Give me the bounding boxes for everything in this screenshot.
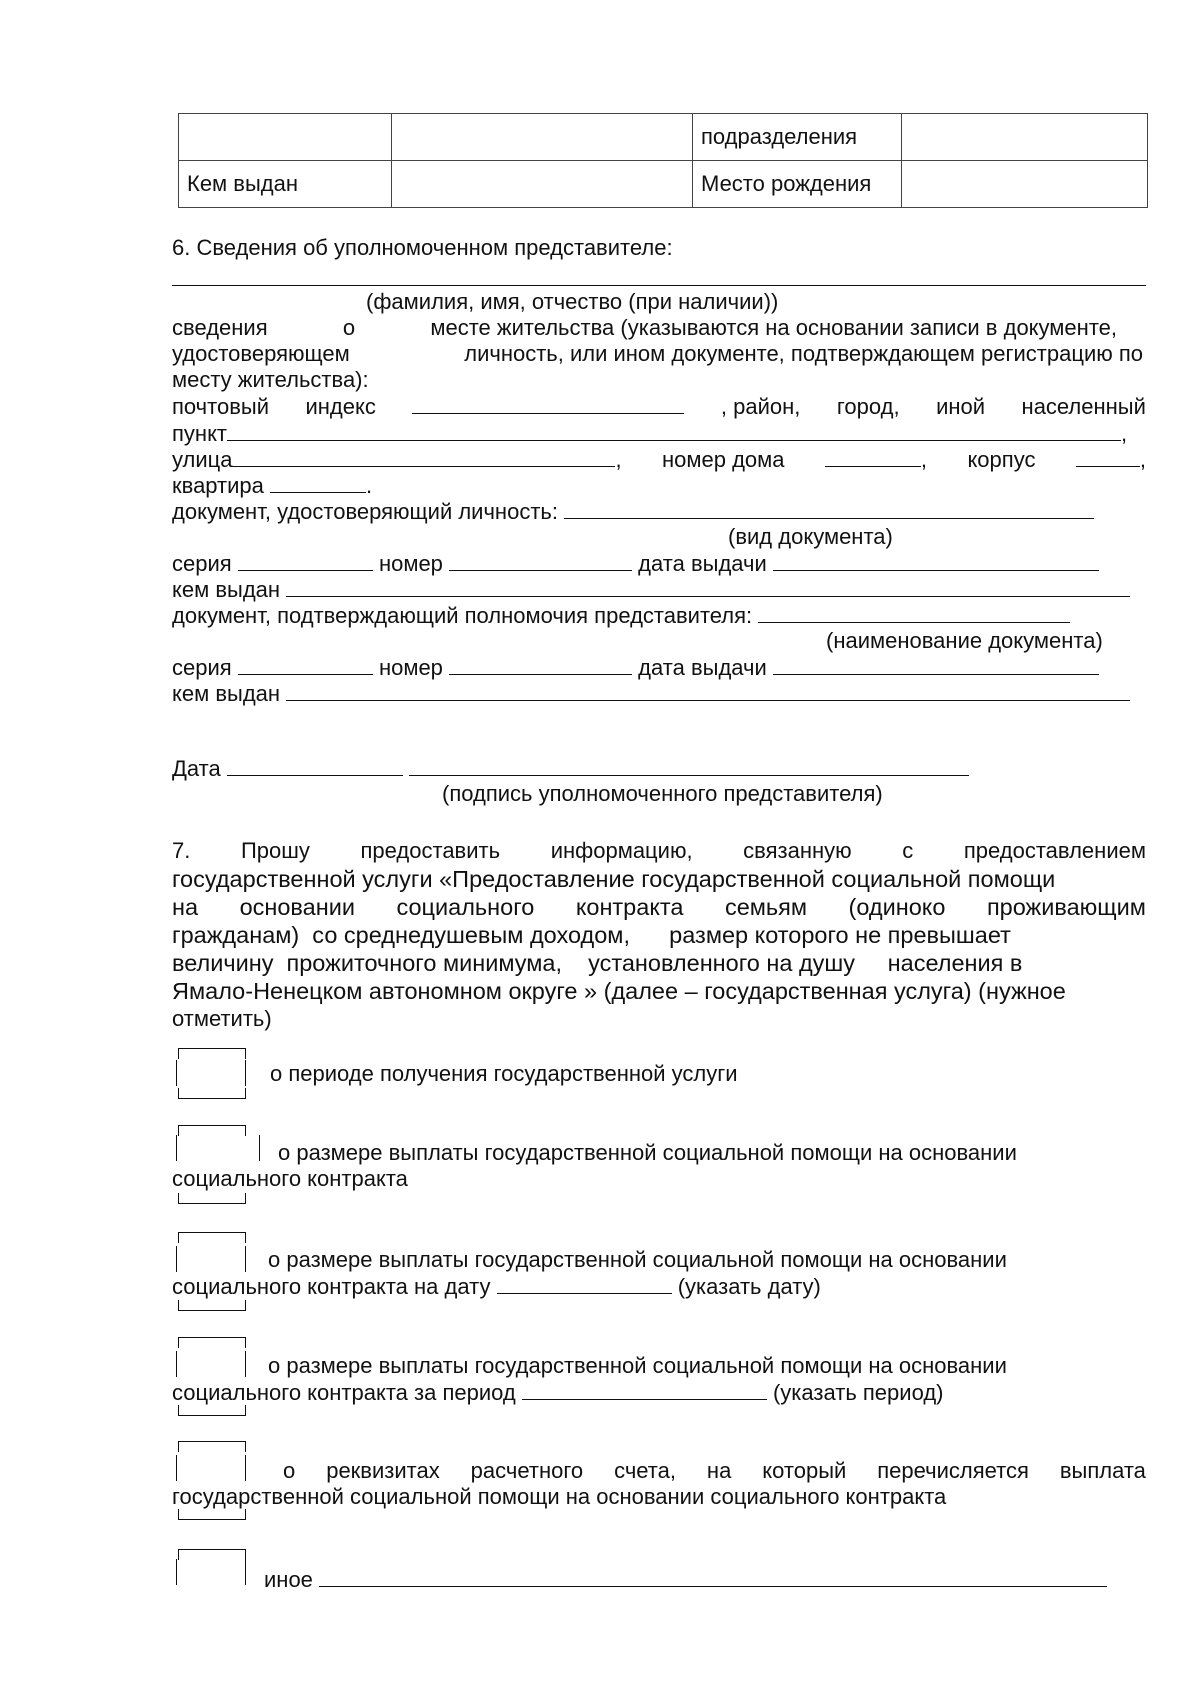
- issue-date-label: дата выдачи: [638, 655, 767, 680]
- section-7-line-6: Ямало-Ненецком автономном округе » (далее – государственная услуга) (нужное: [172, 978, 1066, 1004]
- option-payment-amount-line-1: о размере выплаты государственной социальной помощи на основании: [278, 1140, 1017, 1165]
- signature-caption: (подпись уполномоченного представителя): [442, 781, 883, 806]
- section-7-line-4: гражданам) со среднедушевым доходом, размер которого не превышает: [172, 922, 1011, 948]
- series-label: серия: [172, 551, 232, 576]
- issued-by-label: кем выдан: [172, 577, 281, 602]
- issue-date-field[interactable]: [773, 654, 1099, 675]
- residence-line-1: [172, 315, 1117, 341]
- table-cell: [902, 114, 1148, 161]
- checkbox-payment-amount[interactable]: [176, 1125, 260, 1205]
- word: основании: [239, 894, 355, 920]
- number-label: номер: [378, 551, 443, 576]
- table-cell: [902, 161, 1148, 208]
- option-account-details-line-2: государственной социальной помощи на основании социального контракта: [172, 1484, 947, 1509]
- word: на: [172, 894, 199, 920]
- authority-doc-line: [172, 602, 1070, 629]
- passport-table: [178, 113, 1148, 208]
- word: информацию,: [550, 838, 693, 863]
- option-account-details-line-1: [283, 1458, 1146, 1484]
- house-label: номер дома: [662, 447, 785, 472]
- apartment-line: квартира .: [172, 473, 373, 498]
- postal-label: индекс: [305, 394, 376, 419]
- word: который: [762, 1458, 847, 1483]
- issued-by-field[interactable]: [286, 576, 1130, 597]
- word: о: [283, 1458, 296, 1483]
- option-other-line: [264, 1566, 1107, 1593]
- word: реквизитах: [326, 1458, 440, 1483]
- apartment-label: квартира: [172, 473, 264, 498]
- id-doc-field[interactable]: [564, 498, 1094, 519]
- fio-field-line[interactable]: [172, 285, 1146, 286]
- hint-text: (указать период): [772, 1380, 944, 1405]
- table-cell: Кем выдан: [179, 161, 392, 208]
- postal-label: населенный: [1021, 394, 1146, 419]
- punkt-line: пункт ,: [172, 421, 1128, 446]
- option-payment-amount-line-2: социального контракта: [172, 1166, 408, 1191]
- word: удостоверяющем: [172, 341, 350, 366]
- id-doc-caption: (вид документа): [728, 524, 893, 549]
- specify-date-field[interactable]: [497, 1273, 672, 1294]
- word: предоставить: [360, 838, 501, 863]
- date-signature-line: [172, 755, 969, 782]
- word: личность, или ином документе, подтверждающем регистрацию по: [464, 341, 1143, 366]
- word: Прошу: [240, 838, 310, 863]
- series-field[interactable]: [238, 654, 373, 675]
- section-7-line-3: [172, 894, 1146, 920]
- option-payment-on-date-line-1: о размере выплаты государственной социальной помощи на основании: [268, 1247, 1007, 1272]
- street-line: улица , номер дома , корпус ,: [172, 447, 1146, 472]
- hint-text: (указать дату): [677, 1274, 821, 1299]
- id-doc-line: [172, 498, 1094, 525]
- number-label: номер: [378, 655, 443, 680]
- postal-label: иной: [936, 394, 986, 419]
- section-7-line-5: величину прожиточного минимума, установленного на душу населения в: [172, 950, 1023, 976]
- section-7-line-1: [172, 838, 1146, 864]
- word: предоставлением: [963, 838, 1146, 863]
- residence-line-3: месту жительства):: [172, 367, 369, 392]
- word: счета,: [614, 1458, 676, 1483]
- option-other-label: иное: [264, 1567, 313, 1592]
- word: расчетного: [470, 1458, 584, 1483]
- korpus-label: корпус: [967, 447, 1036, 472]
- table-cell: Место рождения: [693, 161, 902, 208]
- section-7-line-2: государственной услуги «Предоставление государственной социальной помощи: [172, 866, 1056, 892]
- series-label: серия: [172, 655, 232, 680]
- signature-field[interactable]: [409, 755, 969, 776]
- id-doc-series-line: [172, 550, 1099, 577]
- number-field[interactable]: [449, 654, 632, 675]
- table-cell: подразделения: [693, 114, 902, 161]
- table-cell: [179, 114, 392, 161]
- word: выплата: [1059, 1458, 1146, 1483]
- table-row: [179, 114, 1148, 161]
- word: о: [342, 315, 356, 340]
- date-field[interactable]: [227, 755, 403, 776]
- specify-period-field[interactable]: [522, 1379, 767, 1400]
- authority-doc-caption: (наименование документа): [826, 628, 1103, 653]
- id-doc-issued-by-line: [172, 576, 1130, 603]
- postal-label: почтовый: [172, 394, 269, 419]
- id-doc-label: документ, удостоверяющий личность:: [172, 499, 558, 524]
- option-label: социального контракта за период: [172, 1380, 516, 1405]
- postal-index-field[interactable]: [412, 393, 684, 414]
- word: сведения: [172, 315, 268, 340]
- authority-doc-label: документ, подтверждающий полномочия представителя:: [172, 603, 753, 628]
- checkbox-period[interactable]: [176, 1048, 246, 1100]
- table-cell: [392, 161, 693, 208]
- date-label: Дата: [172, 756, 221, 781]
- street-label: улица: [172, 447, 233, 472]
- word: семьям: [724, 894, 808, 920]
- word: перечисляется: [877, 1458, 1029, 1483]
- postal-label: , район,: [720, 394, 801, 419]
- section-7-line-7: отметить): [172, 1006, 272, 1031]
- word: проживающим: [986, 894, 1146, 920]
- apartment-field[interactable]: [270, 472, 366, 493]
- checkbox-other[interactable]: [176, 1549, 246, 1591]
- section-6-heading: 6. Сведения об уполномоченном представителе:: [172, 235, 673, 260]
- punkt-label: пункт: [172, 421, 228, 446]
- fio-caption: (фамилия, имя, отчество (при наличии)): [366, 289, 779, 314]
- authority-doc-field[interactable]: [758, 602, 1070, 623]
- other-field[interactable]: [319, 1566, 1107, 1587]
- issued-by-label: кем выдан: [172, 681, 281, 706]
- series-field[interactable]: [238, 550, 373, 571]
- checkbox-payment-on-date[interactable]: [176, 1232, 246, 1312]
- word: связанную: [743, 838, 852, 863]
- table-row: [179, 161, 1148, 208]
- issue-date-field[interactable]: [773, 550, 1099, 571]
- issued-by-field[interactable]: [286, 680, 1130, 701]
- option-payment-for-period-line-1: о размере выплаты государственной социальной помощи на основании: [268, 1353, 1007, 1378]
- word: с: [902, 838, 914, 863]
- authority-issued-by-line: [172, 680, 1130, 707]
- word: на: [706, 1458, 732, 1483]
- street-field[interactable]: [232, 446, 615, 467]
- option-payment-for-period-line-2: [172, 1379, 943, 1406]
- table-cell: [392, 114, 693, 161]
- option-label: социального контракта на дату: [172, 1274, 491, 1299]
- option-period-label: о периоде получения государственной услуги: [270, 1061, 738, 1086]
- word: контракта: [575, 894, 684, 920]
- word: 7.: [172, 838, 191, 863]
- word: социального: [396, 894, 535, 920]
- authority-series-line: [172, 654, 1099, 681]
- number-field[interactable]: [449, 550, 632, 571]
- korpus-field[interactable]: [1076, 446, 1140, 467]
- word: месте жительства (указываются на основании записи в документе,: [430, 315, 1117, 340]
- word: (одиноко: [848, 894, 946, 920]
- postal-label: город,: [836, 394, 900, 419]
- house-field[interactable]: [825, 446, 921, 467]
- postal-line: [172, 393, 1146, 420]
- issue-date-label: дата выдачи: [638, 551, 767, 576]
- residence-line-2: [172, 341, 1143, 367]
- option-payment-on-date-line-2: [172, 1273, 821, 1300]
- punkt-field[interactable]: [227, 420, 1121, 441]
